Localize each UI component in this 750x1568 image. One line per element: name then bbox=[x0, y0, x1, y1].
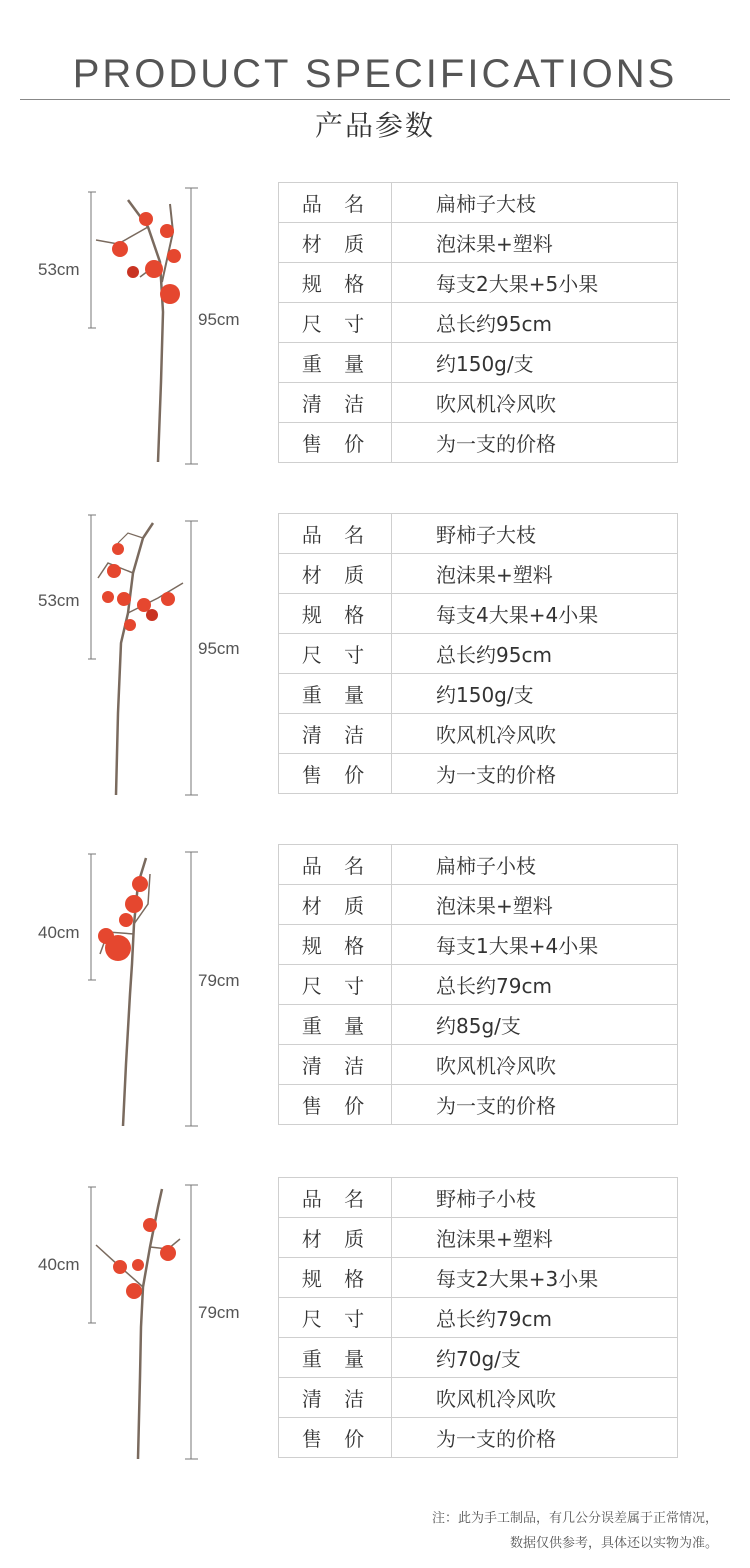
spec-value: 约70g/支 bbox=[392, 1338, 678, 1378]
spec-row-cleaning bbox=[279, 383, 678, 423]
spec-label: 品 名 bbox=[279, 183, 392, 223]
spec-row-cleaning bbox=[279, 714, 678, 754]
spec-row-weight bbox=[279, 1005, 678, 1045]
spec-value: 总长约79cm bbox=[392, 965, 678, 1005]
page-title-english: PRODUCT SPECIFICATIONS bbox=[72, 52, 678, 96]
spec-table bbox=[278, 844, 678, 1125]
spec-label: 尺 寸 bbox=[279, 965, 392, 1005]
spec-value: 野柿子大枝 bbox=[392, 514, 678, 554]
spec-value: 扁柿子大枝 bbox=[392, 183, 678, 223]
spec-row-size bbox=[279, 303, 678, 343]
spec-row-price bbox=[279, 1418, 678, 1458]
spec-row-weight bbox=[279, 674, 678, 714]
spec-label: 材 质 bbox=[279, 554, 392, 594]
spec-label: 清 洁 bbox=[279, 1045, 392, 1085]
spec-value: 为一支的价格 bbox=[392, 1085, 678, 1125]
spec-row-name bbox=[279, 845, 678, 885]
spec-value: 约150g/支 bbox=[392, 343, 678, 383]
spec-row-name bbox=[279, 183, 678, 223]
spec-row-spec bbox=[279, 1258, 678, 1298]
spec-label: 尺 寸 bbox=[279, 1298, 392, 1338]
head-height-label: 53cm bbox=[38, 260, 80, 279]
spec-label: 售 价 bbox=[279, 423, 392, 463]
footnote-line: 注：此为手工制品，有几公分误差属于正常情况， bbox=[431, 1511, 718, 1526]
spec-value: 扁柿子小枝 bbox=[392, 845, 678, 885]
spec-label: 清 洁 bbox=[279, 1378, 392, 1418]
spec-row-cleaning bbox=[279, 1378, 678, 1418]
spec-value: 每支2大果+5小果 bbox=[392, 263, 678, 303]
product-photo-persimmon-branch bbox=[88, 182, 198, 467]
spec-row-cleaning bbox=[279, 1045, 678, 1085]
spec-row-weight bbox=[279, 1338, 678, 1378]
spec-row-price bbox=[279, 754, 678, 794]
spec-label: 品 名 bbox=[279, 1178, 392, 1218]
product-block bbox=[0, 1177, 750, 1462]
spec-label: 材 质 bbox=[279, 885, 392, 925]
spec-row-price bbox=[279, 423, 678, 463]
spec-label: 重 量 bbox=[279, 674, 392, 714]
footnote-line: 数据仅供参考，具体还以实物为准。 bbox=[509, 1536, 718, 1551]
spec-label: 售 价 bbox=[279, 1085, 392, 1125]
spec-value: 总长约95cm bbox=[392, 634, 678, 674]
spec-value: 总长约95cm bbox=[392, 303, 678, 343]
spec-row-size bbox=[279, 1298, 678, 1338]
total-height-label: 95cm bbox=[198, 639, 240, 658]
spec-value: 总长约79cm bbox=[392, 1298, 678, 1338]
spec-row-spec bbox=[279, 594, 678, 634]
spec-label: 清 洁 bbox=[279, 383, 392, 423]
spec-row-price bbox=[279, 1085, 678, 1125]
spec-row-spec bbox=[279, 925, 678, 965]
footnote bbox=[318, 1506, 718, 1556]
spec-value: 为一支的价格 bbox=[392, 423, 678, 463]
spec-value: 吹风机冷风吹 bbox=[392, 1378, 678, 1418]
spec-label: 尺 寸 bbox=[279, 634, 392, 674]
spec-label: 规 格 bbox=[279, 263, 392, 303]
spec-label: 品 名 bbox=[279, 514, 392, 554]
spec-row-name bbox=[279, 514, 678, 554]
spec-label: 售 价 bbox=[279, 1418, 392, 1458]
spec-value: 为一支的价格 bbox=[392, 1418, 678, 1458]
page-title-chinese: 产品参数 bbox=[314, 109, 435, 142]
total-height-label: 79cm bbox=[198, 971, 240, 990]
spec-label: 规 格 bbox=[279, 925, 392, 965]
spec-value: 泡沫果+塑料 bbox=[392, 554, 678, 594]
spec-label: 售 价 bbox=[279, 754, 392, 794]
spec-value: 约85g/支 bbox=[392, 1005, 678, 1045]
spec-label: 重 量 bbox=[279, 1338, 392, 1378]
spec-row-size bbox=[279, 634, 678, 674]
spec-row-name bbox=[279, 1178, 678, 1218]
product-block bbox=[0, 182, 750, 467]
spec-label: 重 量 bbox=[279, 343, 392, 383]
spec-label: 重 量 bbox=[279, 1005, 392, 1045]
spec-row-material bbox=[279, 885, 678, 925]
product-photo-persimmon-branch bbox=[88, 513, 198, 798]
spec-row-weight bbox=[279, 343, 678, 383]
spec-row-spec bbox=[279, 263, 678, 303]
product-block bbox=[0, 513, 750, 798]
spec-label: 材 质 bbox=[279, 1218, 392, 1258]
spec-value: 约150g/支 bbox=[392, 674, 678, 714]
spec-row-material bbox=[279, 554, 678, 594]
spec-value: 为一支的价格 bbox=[392, 754, 678, 794]
spec-row-material bbox=[279, 223, 678, 263]
head-height-label: 40cm bbox=[38, 1255, 80, 1274]
spec-value: 每支1大果+4小果 bbox=[392, 925, 678, 965]
total-height-label: 95cm bbox=[198, 310, 240, 329]
spec-row-material bbox=[279, 1218, 678, 1258]
spec-table bbox=[278, 1177, 678, 1458]
spec-value: 吹风机冷风吹 bbox=[392, 714, 678, 754]
spec-value: 泡沫果+塑料 bbox=[392, 223, 678, 263]
header-divider bbox=[20, 99, 730, 100]
spec-table bbox=[278, 182, 678, 463]
head-height-label: 40cm bbox=[38, 923, 80, 942]
spec-value: 每支4大果+4小果 bbox=[392, 594, 678, 634]
spec-value: 泡沫果+塑料 bbox=[392, 1218, 678, 1258]
spec-table bbox=[278, 513, 678, 794]
head-height-label: 53cm bbox=[38, 591, 80, 610]
spec-label: 尺 寸 bbox=[279, 303, 392, 343]
total-height-label: 79cm bbox=[198, 1303, 240, 1322]
spec-label: 规 格 bbox=[279, 594, 392, 634]
product-block bbox=[0, 844, 750, 1129]
spec-label: 清 洁 bbox=[279, 714, 392, 754]
product-photo-persimmon-branch bbox=[88, 1177, 198, 1462]
spec-label: 规 格 bbox=[279, 1258, 392, 1298]
spec-value: 吹风机冷风吹 bbox=[392, 1045, 678, 1085]
spec-row-size bbox=[279, 965, 678, 1005]
spec-value: 野柿子小枝 bbox=[392, 1178, 678, 1218]
spec-label: 材 质 bbox=[279, 223, 392, 263]
spec-label: 品 名 bbox=[279, 845, 392, 885]
product-photo-persimmon-branch bbox=[88, 844, 198, 1129]
spec-value: 吹风机冷风吹 bbox=[392, 383, 678, 423]
spec-value: 每支2大果+3小果 bbox=[392, 1258, 678, 1298]
spec-value: 泡沫果+塑料 bbox=[392, 885, 678, 925]
